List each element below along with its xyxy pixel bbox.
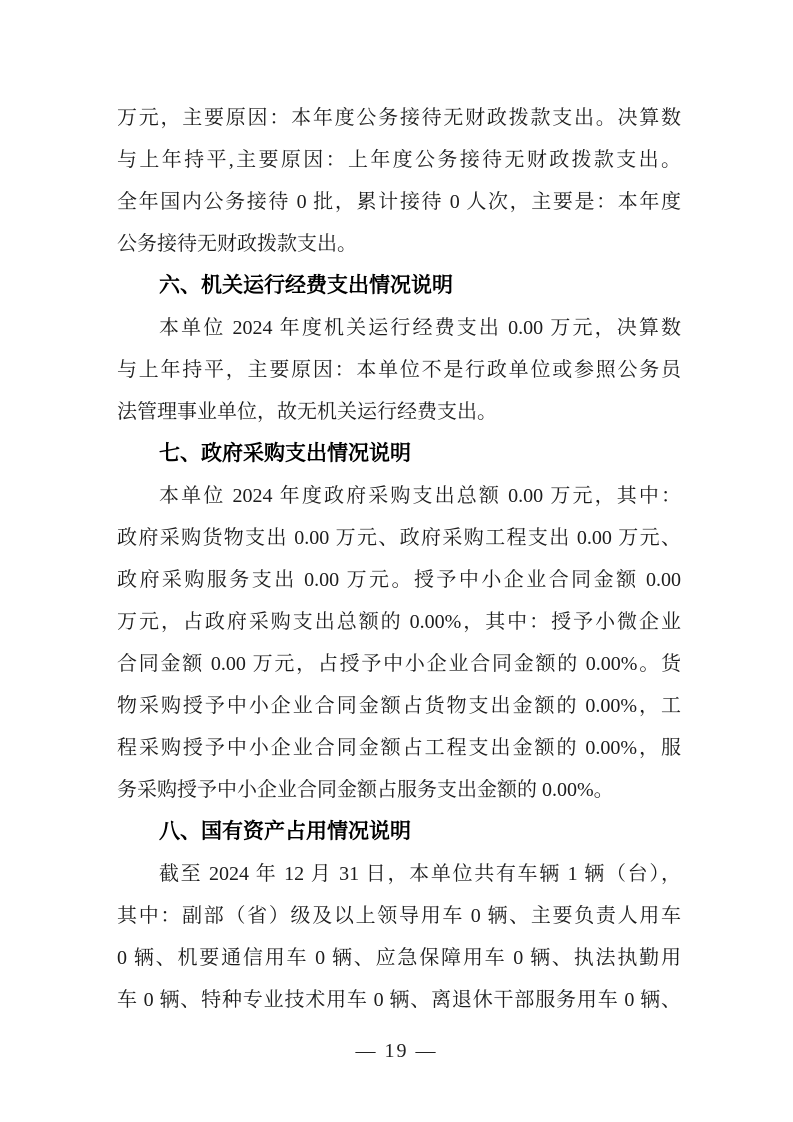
page-footer (0, 1040, 793, 1063)
section-heading-6: 六、机关运行经费支出情况说明 (159, 274, 453, 297)
text-line: 与上年持平，主要原因：本单位不是行政单位或参照公务员 (117, 359, 681, 381)
text-line: 万元，占政府采购支出总额的 0.00%，其中：授予小微企业 (117, 611, 681, 633)
text-line: 截至 2024 年 12 月 31 日，本单位共有车辆 1 辆（台）， (159, 863, 681, 885)
document-body (117, 97, 681, 1021)
text-line: 0 辆、机要通信用车 0 辆、应急保障用车 0 辆、执法执勤用 (117, 947, 681, 969)
text-line: 与上年持平,主要原因：上年度公务接待无财政拨款支出。 (117, 149, 681, 171)
text-line: 其中：副部（省）级及以上领导用车 0 辆、主要负责人用车 (117, 905, 681, 927)
text-line: 程采购授予中小企业合同金额占工程支出金额的 0.00%，服 (117, 737, 681, 759)
section-6-paragraph (117, 307, 681, 433)
text-line: 物采购授予中小企业合同金额占货物支出金额的 0.00%，工 (117, 695, 681, 717)
text-line: 本单位 2024 年度机关运行经费支出 0.00 万元，决算数 (159, 317, 681, 339)
text-line: 万元，主要原因：本年度公务接待无财政拨款支出。决算数 (117, 107, 681, 129)
paragraph-continuation (117, 97, 681, 265)
text-line: 合同金额 0.00 万元，占授予中小企业合同金额的 0.00%。货 (117, 653, 681, 675)
section-7-paragraph (117, 475, 681, 811)
text-line: 公务接待无财政拨款支出。 (117, 233, 357, 255)
text-line: 政府采购服务支出 0.00 万元。授予中小企业合同金额 0.00 (117, 569, 681, 591)
text-line: 全年国内公务接待 0 批，累计接待 0 人次，主要是：本年度 (117, 191, 681, 213)
section-heading-7: 七、政府采购支出情况说明 (159, 442, 411, 465)
page-number: — 19 — (355, 1040, 438, 1062)
text-line: 车 0 辆、特种专业技术用车 0 辆、离退休干部服务用车 0 辆、 (117, 989, 681, 1011)
section-8-paragraph (117, 853, 681, 1021)
text-line: 本单位 2024 年度政府采购支出总额 0.00 万元，其中： (159, 485, 681, 507)
text-line: 法管理事业单位，故无机关运行经费支出。 (117, 401, 497, 423)
text-line: 务采购授予中小企业合同金额占服务支出金额的 0.00%。 (117, 779, 614, 801)
text-line: 政府采购货物支出 0.00 万元、政府采购工程支出 0.00 万元、 (117, 527, 681, 549)
section-heading-8: 八、国有资产占用情况说明 (159, 820, 411, 843)
